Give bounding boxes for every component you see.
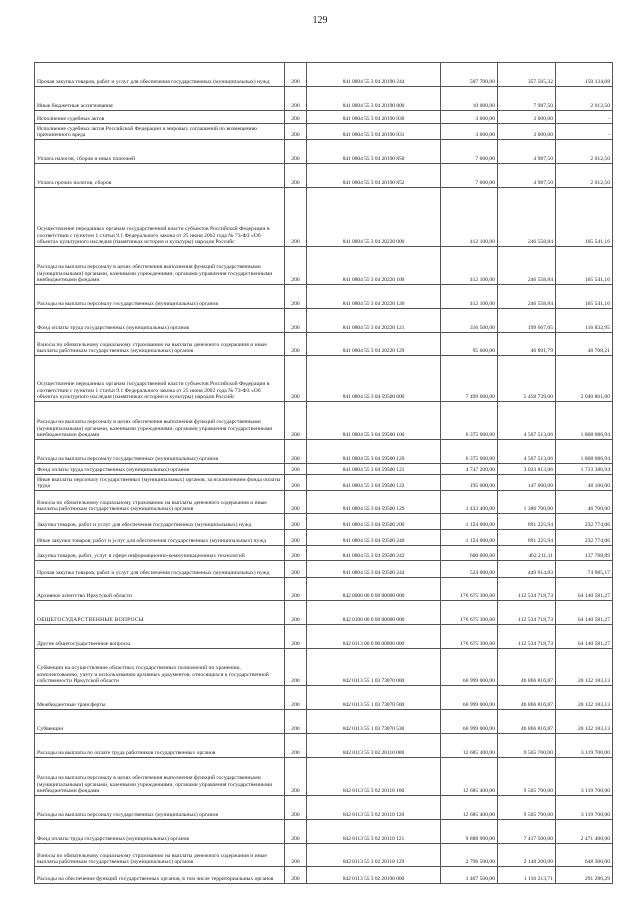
table-row [35, 625, 613, 649]
row-remaining-amount-cell: 2 012,50 [556, 164, 613, 188]
row-planned-amount-cell: 7 000,00 [441, 164, 498, 188]
table-row [35, 87, 613, 111]
row-code-cell: 200 [285, 546, 307, 561]
row-kbk-cell: 841 0804 55 3 04 20190 830 [307, 111, 441, 124]
row-planned-amount-cell: 2 796 500,00 [441, 844, 498, 867]
row-planned-amount-cell: 66 999 000,00 [441, 649, 498, 686]
row-planned-amount-cell: 176 675 300,00 [441, 578, 498, 601]
row-name-cell: Взносы по обязательному социальному страхованию на выплаты денежного содержания и иные выплаты работникам государственных (муниципальных) органов [35, 844, 285, 867]
row-remaining-amount-cell: 648 300,00 [556, 844, 613, 867]
table-row [35, 140, 613, 164]
row-kbk-cell: 841 0804 55 3 04 20190 800 [307, 87, 441, 111]
row-name-cell: Расходы на выплаты персоналу государственных (муниципальных) органов [35, 796, 285, 820]
row-kbk-cell: 841 0804 55 3 04 20220 129 [307, 333, 441, 356]
row-remaining-amount-cell: 20 132 183,13 [556, 710, 613, 734]
row-executed-amount-cell: 46 891,79 [498, 333, 556, 356]
row-planned-amount-cell: 66 999 000,00 [441, 710, 498, 734]
table-row [35, 464, 613, 475]
row-code-cell: 200 [285, 247, 307, 285]
row-remaining-amount-cell: 20 132 183,13 [556, 686, 613, 710]
row-remaining-amount-cell: 48 708,21 [556, 333, 613, 356]
row-remaining-amount-cell: 1 808 086,94 [556, 402, 613, 440]
row-name-cell: Расходы на выплаты персоналу в целях обеспечения выполнения функций государственными (муниципальными) органами, казенными учреждениями, органами управления государственными внебюджетными фондами [35, 402, 285, 440]
row-planned-amount-cell: 7 000,00 [441, 140, 498, 164]
row-remaining-amount-cell: 20 132 183,13 [556, 649, 613, 686]
row-kbk-cell: 841 0804 55 3 04 59500 122 [307, 475, 441, 491]
row-code-cell: 200 [285, 758, 307, 796]
row-kbk-cell: 841 0804 55 3 04 59500 121 [307, 464, 441, 475]
row-name-cell: Прочая закупка товаров, работ и услуг для обеспечения государственных (муниципальных) нужд [35, 561, 285, 578]
row-executed-amount-cell: 4 567 513,06 [498, 440, 556, 464]
row-name-cell: Взносы по обязательному социальному страхованию на выплаты денежного содержания и иные выплаты работникам государственных (муниципальных) органов [35, 491, 285, 514]
row-executed-amount-cell: 1 386 700,00 [498, 491, 556, 514]
row-code-cell: 200 [285, 820, 307, 844]
row-remaining-amount-cell: 2 012,50 [556, 87, 613, 111]
row-code-cell: 200 [285, 464, 307, 475]
row-name-cell: Субвенции на осуществление областных государственных полномочий по хранению, комплектованию, учету и использованию архивных документов, относящихся к государственной собственности Иркутской области [35, 649, 285, 686]
row-executed-amount-cell: 9 565 700,00 [498, 734, 556, 758]
row-code-cell: 200 [285, 514, 307, 530]
row-remaining-amount-cell: 2 471 400,00 [556, 820, 613, 844]
row-code-cell: 200 [285, 710, 307, 734]
row-planned-amount-cell: 412 100,00 [441, 247, 498, 285]
row-remaining-amount-cell: 165 541,16 [556, 188, 613, 247]
row-name-cell: Расходы на выплаты персоналу в целях обеспечения выполнения функций государственными (муниципальными) органами, казенными учреждениями, органами управления государственными внебюджетными фондами [35, 758, 285, 796]
row-kbk-cell: 842 0113 55 1 03 73070 000 [307, 649, 441, 686]
row-remaining-amount-cell: 3 119 700,00 [556, 796, 613, 820]
row-kbk-cell: 841 0804 55 3 04 59500 240 [307, 530, 441, 546]
row-planned-amount-cell: 1 124 000,00 [441, 514, 498, 530]
row-name-cell: Осуществление переданных органам государственной власти субъектов Российской Федерации в соответствии с пунктом 1 статьи 9.1 Федерального закона от 25 июня 2002 года № 73-ФЗ «Об объектах культурного наследия (памятниках истории и культуры) народов Российс [35, 356, 285, 402]
row-code-cell: 200 [285, 491, 307, 514]
row-remaining-amount-cell: - [556, 111, 613, 124]
row-kbk-cell: 841 0804 55 3 04 59500 244 [307, 561, 441, 578]
row-kbk-cell: 842 0113 55 3 02 20110 129 [307, 844, 441, 867]
row-kbk-cell: 842 0113 55 1 03 73070 500 [307, 686, 441, 710]
row-code-cell: 200 [285, 333, 307, 356]
row-code-cell: 200 [285, 440, 307, 464]
row-planned-amount-cell: 412 100,00 [441, 285, 498, 309]
row-executed-amount-cell: 9 565 700,00 [498, 796, 556, 820]
table-row [35, 601, 613, 625]
row-planned-amount-cell: 524 000,00 [441, 561, 498, 578]
row-planned-amount-cell: 12 685 400,00 [441, 758, 498, 796]
table-row [35, 844, 613, 867]
row-name-cell: Закупка товаров, работ и услуг для обеспечения государственных (муниципальных) нужд [35, 514, 285, 530]
row-executed-amount-cell: 4 567 513,06 [498, 402, 556, 440]
row-remaining-amount-cell: 48 100,00 [556, 475, 613, 491]
table-row [35, 734, 613, 758]
row-executed-amount-cell: 7 417 500,00 [498, 820, 556, 844]
budget-execution-table [34, 62, 613, 884]
row-remaining-amount-cell: 165 541,16 [556, 285, 613, 309]
row-executed-amount-cell: 4 987,50 [498, 164, 556, 188]
table-row [35, 796, 613, 820]
table-row [35, 111, 613, 124]
row-name-cell: Расходы на обеспечение функций государственных органов, в том числе территориальных органов [35, 867, 285, 884]
row-executed-amount-cell: 46 866 816,87 [498, 649, 556, 686]
row-remaining-amount-cell: - [556, 124, 613, 140]
row-remaining-amount-cell: 232 774,06 [556, 530, 613, 546]
row-name-cell: Фонд оплаты труда государственных (муниципальных) органов [35, 464, 285, 475]
row-remaining-amount-cell: 1 713 386,94 [556, 464, 613, 475]
row-code-cell: 200 [285, 601, 307, 625]
row-name-cell: Межбюджетные трансферты [35, 686, 285, 710]
row-name-cell: Иные бюджетные ассигнования [35, 87, 285, 111]
row-code-cell: 200 [285, 844, 307, 867]
row-kbk-cell: 841 0804 55 3 04 59500 120 [307, 440, 441, 464]
row-kbk-cell: 841 0804 55 3 04 59500 129 [307, 491, 441, 514]
row-code-cell: 200 [285, 402, 307, 440]
row-kbk-cell: 841 0804 55 3 04 20220 121 [307, 309, 441, 333]
table-row [35, 188, 613, 247]
row-kbk-cell: 841 0804 55 3 04 59500 200 [307, 514, 441, 530]
table-row [35, 758, 613, 796]
row-name-cell: Иные выплаты персоналу государственных (муниципальных) органов, за исключением фонда оплаты труда [35, 475, 285, 491]
row-code-cell: 200 [285, 867, 307, 884]
row-kbk-cell: 842 0113 55 1 03 73070 530 [307, 710, 441, 734]
row-code-cell: 200 [285, 124, 307, 140]
row-code-cell: 200 [285, 87, 307, 111]
table-row [35, 402, 613, 440]
row-name-cell: Исполнение судебных актов [35, 111, 285, 124]
row-name-cell: Другие общегосударственные вопросы [35, 625, 285, 649]
row-planned-amount-cell: 195 000,00 [441, 475, 498, 491]
table-body [35, 63, 613, 884]
row-kbk-cell: 841 0804 55 3 04 20190 831 [307, 124, 441, 140]
row-remaining-amount-cell: 46 700,00 [556, 491, 613, 514]
row-executed-amount-cell: 147 000,00 [498, 475, 556, 491]
row-remaining-amount-cell: 64 140 581,27 [556, 625, 613, 649]
row-executed-amount-cell: 7 987,50 [498, 87, 556, 111]
row-name-cell: Расходы на выплаты персоналу в целях обеспечения выполнения функций государственными (муниципальными) органами, казенными учреждениями, органами управления государственными внебюджетными фондами [35, 247, 285, 285]
row-name-cell: Архивное агентство Иркутской области [35, 578, 285, 601]
table-row [35, 63, 613, 87]
row-remaining-amount-cell: 291 286,29 [556, 867, 613, 884]
table-row [35, 333, 613, 356]
row-remaining-amount-cell: 3 119 700,00 [556, 758, 613, 796]
row-remaining-amount-cell: 3 119 700,00 [556, 734, 613, 758]
row-remaining-amount-cell: 2 040 861,00 [556, 356, 613, 402]
row-remaining-amount-cell: 2 012,50 [556, 140, 613, 164]
row-name-cell: Осуществление переданных органам государственной власти субъектов Российской Федерации в соответствии с пунктом 1 статьи 9.1 Федерального закона от 25 июня 2002 года № 73-ФЗ «Об объектах культурного наследия (памятниках истории и культуры) народов Российс [35, 188, 285, 247]
row-code-cell: 200 [285, 356, 307, 402]
row-planned-amount-cell: 507 700,00 [441, 63, 498, 87]
row-executed-amount-cell: 449 014,83 [498, 561, 556, 578]
row-name-cell: Исполнение судебных актов Российской Федерации и мировых соглашений по возмещению причиненного вреда [35, 124, 285, 140]
row-planned-amount-cell: 1 433 400,00 [441, 491, 498, 514]
row-kbk-cell: 842 0113 55 3 02 20110 000 [307, 734, 441, 758]
row-planned-amount-cell: 95 600,00 [441, 333, 498, 356]
row-code-cell: 200 [285, 530, 307, 546]
row-kbk-cell: 842 0113 55 3 02 20190 000 [307, 867, 441, 884]
row-kbk-cell: 842 0000 00 0 00 00000 000 [307, 578, 441, 601]
row-code-cell: 200 [285, 578, 307, 601]
row-kbk-cell: 841 0804 55 3 04 20190 850 [307, 140, 441, 164]
row-executed-amount-cell: 4 987,50 [498, 140, 556, 164]
row-remaining-amount-cell: 232 774,06 [556, 514, 613, 530]
row-code-cell: 200 [285, 475, 307, 491]
row-code-cell: 200 [285, 140, 307, 164]
row-planned-amount-cell: 7 499 600,00 [441, 356, 498, 402]
row-executed-amount-cell: 891 225,94 [498, 514, 556, 530]
row-executed-amount-cell: 3 000,00 [498, 111, 556, 124]
row-executed-amount-cell: 199 667,05 [498, 309, 556, 333]
row-name-cell: ОБЩЕГОСУДАРСТВЕННЫЕ ВОПРОСЫ [35, 601, 285, 625]
row-kbk-cell: 841 0804 55 3 04 59500 242 [307, 546, 441, 561]
table-row [35, 440, 613, 464]
row-executed-amount-cell: 112 534 718,73 [498, 578, 556, 601]
row-name-cell: Фонд оплаты труда государственных (муниципальных) органов [35, 309, 285, 333]
row-executed-amount-cell: 112 534 718,73 [498, 625, 556, 649]
row-name-cell: Расходы на выплаты персоналу государственных (муниципальных) органов [35, 440, 285, 464]
row-executed-amount-cell: 246 558,84 [498, 247, 556, 285]
row-executed-amount-cell: 9 565 700,00 [498, 758, 556, 796]
row-executed-amount-cell: 3 033 813,06 [498, 464, 556, 475]
row-kbk-cell: 841 0804 55 3 04 20190 244 [307, 63, 441, 87]
table-row [35, 285, 613, 309]
table-row [35, 546, 613, 561]
row-code-cell: 200 [285, 63, 307, 87]
row-kbk-cell: 841 0804 55 3 04 20220 120 [307, 285, 441, 309]
row-planned-amount-cell: 66 999 000,00 [441, 686, 498, 710]
row-planned-amount-cell: 6 375 600,00 [441, 440, 498, 464]
table-row [35, 356, 613, 402]
row-planned-amount-cell: 4 747 200,00 [441, 464, 498, 475]
row-kbk-cell: 842 0113 55 3 02 20110 100 [307, 758, 441, 796]
row-name-cell: Субвенции [35, 710, 285, 734]
table-row [35, 475, 613, 491]
row-planned-amount-cell: 12 685 400,00 [441, 796, 498, 820]
row-planned-amount-cell: 316 500,00 [441, 309, 498, 333]
table-row [35, 514, 613, 530]
row-executed-amount-cell: 246 558,84 [498, 188, 556, 247]
table-row [35, 710, 613, 734]
row-executed-amount-cell: 46 866 816,87 [498, 686, 556, 710]
row-code-cell: 200 [285, 625, 307, 649]
row-code-cell: 200 [285, 734, 307, 758]
row-executed-amount-cell: 246 558,84 [498, 285, 556, 309]
row-name-cell: Закупка товаров, работ, услуг в сфере информационно-коммуникационных технологий [35, 546, 285, 561]
table-row [35, 491, 613, 514]
row-kbk-cell: 841 0804 55 3 04 20220 100 [307, 247, 441, 285]
table-row [35, 530, 613, 546]
row-executed-amount-cell: 3 000,00 [498, 124, 556, 140]
row-name-cell: Иные закупки товаров, работ и услуг для обеспечения государственных (муниципальных) нужд [35, 530, 285, 546]
row-kbk-cell: 842 0100 00 0 00 00000 000 [307, 601, 441, 625]
table-row [35, 124, 613, 140]
row-name-cell: Прочая закупка товаров, работ и услуг для обеспечения государственных (муниципальных) нужд [35, 63, 285, 87]
row-planned-amount-cell: 12 685 400,00 [441, 734, 498, 758]
row-kbk-cell: 842 0113 55 3 02 20110 121 [307, 820, 441, 844]
row-planned-amount-cell: 6 375 600,00 [441, 402, 498, 440]
table-row [35, 649, 613, 686]
row-remaining-amount-cell: 165 541,16 [556, 247, 613, 285]
row-kbk-cell: 842 0113 55 3 02 20110 120 [307, 796, 441, 820]
row-kbk-cell: 841 0804 55 3 04 20190 852 [307, 164, 441, 188]
table-row [35, 867, 613, 884]
row-planned-amount-cell: 600 000,00 [441, 546, 498, 561]
table-row [35, 686, 613, 710]
row-name-cell: Уплата прочих налогов, сборов [35, 164, 285, 188]
table-row [35, 820, 613, 844]
row-executed-amount-cell: 891 225,94 [498, 530, 556, 546]
table-row [35, 309, 613, 333]
row-name-cell: Фонд оплаты труда государственных (муниципальных) органов [35, 820, 285, 844]
row-code-cell: 200 [285, 686, 307, 710]
row-name-cell: Взносы по обязательному социальному страхованию на выплаты денежного содержания и иные выплаты работникам государственных (муниципальных) органов [35, 333, 285, 356]
row-planned-amount-cell: 3 000,00 [441, 124, 498, 140]
row-remaining-amount-cell: 137 788,89 [556, 546, 613, 561]
row-remaining-amount-cell: 74 985,17 [556, 561, 613, 578]
row-executed-amount-cell: 462 211,11 [498, 546, 556, 561]
row-code-cell: 200 [285, 285, 307, 309]
row-code-cell: 200 [285, 796, 307, 820]
row-remaining-amount-cell: 64 140 581,27 [556, 601, 613, 625]
row-name-cell: Расходы на выплаты персоналу государственных (муниципальных) органов [35, 285, 285, 309]
row-code-cell: 200 [285, 309, 307, 333]
table-row [35, 578, 613, 601]
row-executed-amount-cell: 357 565,32 [498, 63, 556, 87]
row-code-cell: 200 [285, 164, 307, 188]
row-planned-amount-cell: 176 675 300,00 [441, 601, 498, 625]
row-code-cell: 200 [285, 649, 307, 686]
row-planned-amount-cell: 3 000,00 [441, 111, 498, 124]
row-code-cell: 200 [285, 561, 307, 578]
row-remaining-amount-cell: 64 140 581,27 [556, 578, 613, 601]
page-number: 129 [312, 15, 328, 26]
row-remaining-amount-cell: 116 832,95 [556, 309, 613, 333]
table-row [35, 164, 613, 188]
row-executed-amount-cell: 1 116 213,71 [498, 867, 556, 884]
row-code-cell: 200 [285, 188, 307, 247]
row-planned-amount-cell: 1 124 000,00 [441, 530, 498, 546]
row-kbk-cell: 841 0804 55 3 04 59500 000 [307, 356, 441, 402]
row-executed-amount-cell: 5 458 739,00 [498, 356, 556, 402]
row-code-cell: 200 [285, 111, 307, 124]
row-planned-amount-cell: 9 888 900,00 [441, 820, 498, 844]
table-row [35, 247, 613, 285]
row-name-cell: Уплата налогов, сборов и иных платежей [35, 140, 285, 164]
row-kbk-cell: 841 0804 55 3 04 20220 000 [307, 188, 441, 247]
row-kbk-cell: 841 0804 55 3 04 59500 100 [307, 402, 441, 440]
row-planned-amount-cell: 10 000,00 [441, 87, 498, 111]
row-planned-amount-cell: 176 675 300,00 [441, 625, 498, 649]
row-name-cell: Расходы на выплаты по оплате труда работников государственных органов [35, 734, 285, 758]
row-executed-amount-cell: 46 866 816,87 [498, 710, 556, 734]
row-kbk-cell: 842 0113 00 0 00 00000 000 [307, 625, 441, 649]
row-planned-amount-cell: 412 100,00 [441, 188, 498, 247]
row-executed-amount-cell: 112 534 718,73 [498, 601, 556, 625]
row-planned-amount-cell: 1 407 500,00 [441, 867, 498, 884]
row-remaining-amount-cell: 1 808 086,94 [556, 440, 613, 464]
row-remaining-amount-cell: 150 134,68 [556, 63, 613, 87]
row-executed-amount-cell: 2 148 200,00 [498, 844, 556, 867]
table-row [35, 561, 613, 578]
